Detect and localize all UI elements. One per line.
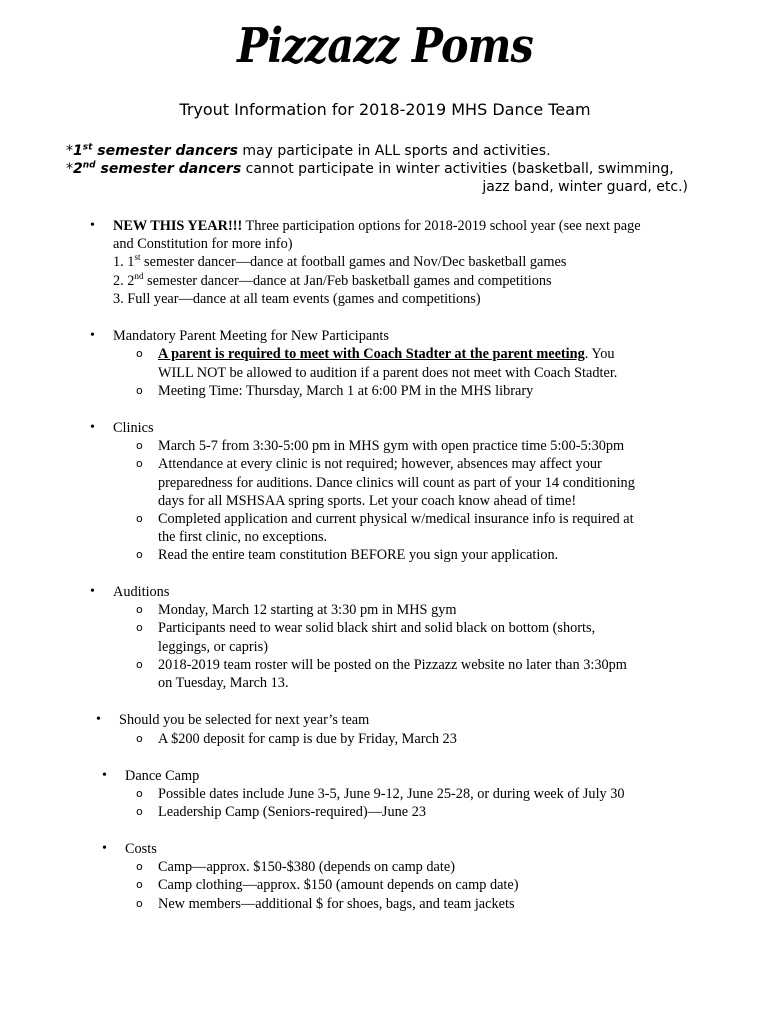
- section-heading: Auditions: [113, 584, 170, 600]
- bullet-icon: •: [90, 584, 95, 599]
- selected-item: A $200 deposit for camp is due by Friday, March 23: [158, 731, 457, 747]
- option-2: [113, 272, 552, 290]
- camp-item: Possible dates include June 3-5, June 9-12, June 25-28, or during week of July 30: [158, 786, 625, 802]
- audition-item: Participants need to wear solid black shirt and solid black on bottom (shorts,: [158, 620, 596, 636]
- clinic-item: Completed application and current physical w/medical insurance info is required at: [158, 511, 634, 527]
- sub-bullet-icon: o: [136, 787, 143, 800]
- sub-bullet-icon: o: [136, 805, 143, 818]
- clinic-item: Read the entire team constitution BEFORE you sign your application.: [158, 547, 559, 563]
- note-bold-label: semester dancers: [92, 143, 238, 159]
- note-ordinal: 1: [73, 143, 83, 159]
- option-number: 1. 1: [113, 254, 135, 270]
- audition-item: 2018-2019 team roster will be posted on the Pizzazz website no later than 3:30pm: [158, 657, 627, 673]
- section-heading: Mandatory Parent Meeting for New Participants: [113, 328, 389, 344]
- meeting-requirement-text: . You: [584, 346, 615, 362]
- note-text: cannot participate in winter activities (basketball, swimming,: [241, 161, 674, 177]
- sub-bullet-icon: o: [136, 347, 143, 360]
- note-text: may participate in ALL sports and activities.: [237, 143, 551, 159]
- note-ordinal-suffix: nd: [82, 160, 96, 171]
- section-heading: Clinics: [113, 420, 154, 436]
- sub-bullet-icon: o: [136, 732, 143, 745]
- page-title: Pizzazz Poms: [237, 18, 533, 74]
- sub-bullet-icon: o: [136, 384, 143, 397]
- new-year-label: NEW THIS YEAR!!!: [113, 218, 243, 234]
- audition-item: Monday, March 12 starting at 3:30 pm in MHS gym: [158, 602, 457, 618]
- bullet-icon: •: [96, 712, 101, 727]
- cost-item: Camp—approx. $150-$380 (depends on camp date): [158, 859, 455, 875]
- option-ordinal-suffix: st: [134, 252, 141, 263]
- audition-item-continued: on Tuesday, March 13.: [158, 675, 289, 691]
- note-second-semester: [66, 160, 674, 178]
- meeting-requirement: [158, 345, 615, 363]
- sub-bullet-icon: o: [136, 658, 143, 671]
- note-star: *: [66, 161, 73, 177]
- option-3: 3. Full year—dance at all team events (games and competitions): [113, 291, 481, 307]
- bullet-icon: •: [90, 328, 95, 343]
- meeting-time: Meeting Time: Thursday, March 1 at 6:00 PM in the MHS library: [158, 383, 534, 399]
- sub-bullet-icon: o: [136, 512, 143, 525]
- clinic-item: Attendance at every clinic is not required; however, absences may affect your: [158, 456, 602, 472]
- meeting-requirement-bold: A parent is required to meet with Coach Stadter at the parent meeting: [158, 346, 585, 362]
- note-ordinal-suffix: st: [82, 142, 93, 153]
- section-heading: Dance Camp: [125, 768, 200, 784]
- new-year-line-2: and Constitution for more info): [113, 236, 293, 252]
- option-text: semester dancer—dance at football games and Nov/Dec basketball games: [140, 254, 567, 270]
- option-number: 2. 2: [113, 273, 135, 289]
- sub-bullet-icon: o: [136, 457, 143, 470]
- section-heading: Should you be selected for next year’s team: [119, 712, 370, 728]
- note-star: *: [66, 143, 73, 159]
- bullet-icon: •: [90, 420, 95, 435]
- section-heading: Costs: [125, 841, 157, 857]
- cost-item: Camp clothing—approx. $150 (amount depends on camp date): [158, 877, 519, 893]
- clinic-item-continued: preparedness for auditions. Dance clinics will count as part of your 14 conditioning: [158, 475, 635, 491]
- audition-item-continued: leggings, or capris): [158, 639, 268, 655]
- clinic-item-continued: the first clinic, no exceptions.: [158, 529, 328, 545]
- sub-bullet-icon: o: [136, 878, 143, 891]
- sub-bullet-icon: o: [136, 897, 143, 910]
- meeting-requirement-line-2: WILL NOT be allowed to audition if a parent does not meet with Coach Stadter.: [158, 365, 618, 381]
- bullet-icon: •: [90, 218, 95, 233]
- sub-bullet-icon: o: [136, 603, 143, 616]
- new-year-line-1: [113, 217, 641, 235]
- sub-bullet-icon: o: [136, 621, 143, 634]
- bullet-icon: •: [102, 841, 107, 856]
- page-subtitle: Tryout Information for 2018-2019 MHS Dance Team: [179, 100, 591, 119]
- note-second-semester-continued: jazz band, winter guard, etc.): [482, 179, 688, 195]
- option-1: [113, 253, 566, 271]
- new-year-text: Three participation options for 2018-2019 school year (see next page: [242, 218, 641, 234]
- clinic-item-continued: days for all MSHSAA spring sports. Let your coach know ahead of time!: [158, 493, 577, 509]
- clinic-item: March 5-7 from 3:30-5:00 pm in MHS gym with open practice time 5:00-5:30pm: [158, 438, 625, 454]
- sub-bullet-icon: o: [136, 439, 143, 452]
- bullet-icon: •: [102, 768, 107, 783]
- cost-item: New members—additional $ for shoes, bags, and team jackets: [158, 896, 515, 912]
- option-text: semester dancer—dance at Jan/Feb basketball games and competitions: [143, 273, 552, 289]
- note-first-semester: [66, 142, 551, 160]
- sub-bullet-icon: o: [136, 860, 143, 873]
- camp-item: Leadership Camp (Seniors-required)—June 23: [158, 804, 426, 820]
- note-bold-label: semester dancers: [95, 161, 242, 177]
- sub-bullet-icon: o: [136, 548, 143, 561]
- option-ordinal-suffix: nd: [134, 271, 144, 282]
- note-ordinal: 2: [73, 161, 83, 177]
